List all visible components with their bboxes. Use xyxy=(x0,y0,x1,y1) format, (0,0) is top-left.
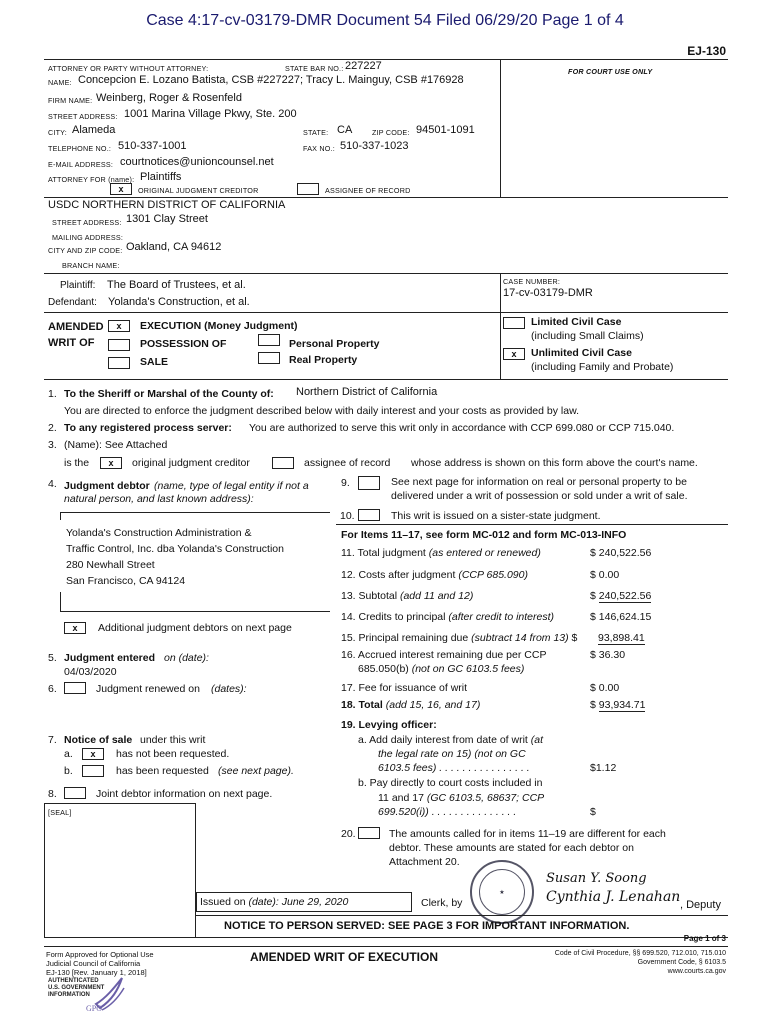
attorney-email: courtnotices@unioncounsel.net xyxy=(120,156,274,168)
attorney-city: Alameda xyxy=(72,124,116,136)
firm-name: Weinberg, Roger & Rosenfeld xyxy=(96,92,242,104)
court-street: 1301 Clay Street xyxy=(126,213,208,225)
form-number: EJ-130 xyxy=(687,44,726,58)
orig-creditor-checkbox[interactable]: x xyxy=(110,183,132,195)
item5-num: 5. xyxy=(48,652,57,664)
court-seal-icon: ★ xyxy=(470,860,534,924)
state-bar-no: 227227 xyxy=(345,60,382,72)
item4-sub2: natural person, and last known address): xyxy=(64,493,254,505)
notice-rule-top xyxy=(196,915,728,916)
item5-date: 04/03/2020 xyxy=(64,666,117,678)
court-street-label: STREET ADDRESS: xyxy=(52,218,122,227)
item4-num: 4. xyxy=(48,478,57,490)
item19a-line3: 6103.5 fees) . . . . . . . . . . . . . . . . xyxy=(378,762,530,774)
attorney-for: Plaintiffs xyxy=(140,171,182,183)
item7a-text: has not been requested. xyxy=(116,748,230,760)
parties-rule xyxy=(44,273,728,274)
item1-label: To the Sheriff or Marshal of the County of: xyxy=(64,388,274,400)
fax-label: FAX NO.: xyxy=(303,144,335,153)
plaintiff: The Board of Trustees, et al. xyxy=(107,279,246,291)
limited-case-label: Limited Civil Case xyxy=(531,316,622,328)
additional-debtors-checkbox[interactable]: x xyxy=(64,622,86,634)
item13-value: $ 240,522.56 xyxy=(590,590,652,602)
additional-debtors-label: Additional judgment debtors on next page xyxy=(98,622,292,634)
footer-left3: EJ-130 [Rev. January 1, 2018] xyxy=(46,968,147,977)
item7-num: 7. xyxy=(48,734,57,746)
debtor-line1: Yolanda's Construction Administration & xyxy=(66,527,252,539)
unlimited-case-sub: (including Family and Probate) xyxy=(531,361,674,373)
tel-label: TELEPHONE NO.: xyxy=(48,144,112,153)
issued-on: Issued on (date): June 29, 2020 xyxy=(200,896,349,908)
item7-label: Notice of sale xyxy=(64,734,133,746)
state-label: STATE: xyxy=(303,128,329,137)
item2-label: To any registered process server: xyxy=(64,422,232,434)
item20-line2: debtor. These amounts are stated for each debtor on xyxy=(389,842,634,854)
real-property-label: Real Property xyxy=(289,354,358,366)
item8-text: Joint debtor information on next page. xyxy=(96,788,273,800)
item3-whose: whose address is shown on this form above the court's name. xyxy=(411,457,698,469)
item3-text: (Name): See Attached xyxy=(64,439,168,451)
item19a-line2: the legal rate on 15) (not on GC xyxy=(378,748,526,760)
footer-right1: Code of Civil Procedure, §§ 699.520, 712.010, 715.010 xyxy=(554,950,726,957)
real-property-checkbox[interactable] xyxy=(258,352,280,364)
item13-label: 13. Subtotal (add 11 and 12) xyxy=(341,590,474,602)
unlimited-case-label: Unlimited Civil Case xyxy=(531,347,632,359)
defendant-label: Defendant: xyxy=(48,297,97,308)
unlimited-case-checkbox[interactable]: x xyxy=(503,348,525,360)
attorney-street: 1001 Marina Village Pkwy, Ste. 200 xyxy=(124,108,297,120)
case-number-label: CASE NUMBER: xyxy=(503,277,561,286)
possession-checkbox[interactable] xyxy=(108,339,130,351)
seal-label: [SEAL] xyxy=(48,808,72,817)
notice-rule-bottom xyxy=(44,937,728,938)
clerk-name: Susan Y. Soong xyxy=(546,871,647,886)
page-count: Page 1 of 3 xyxy=(683,934,726,943)
item16-label2: 685.050(b) (not on GC 6103.5 fees) xyxy=(358,663,525,675)
item1-num: 1. xyxy=(48,388,57,400)
footer-title: AMENDED WRIT OF EXECUTION xyxy=(250,950,438,964)
item8-num: 8. xyxy=(48,788,57,800)
attorney-tel: 510-337-1001 xyxy=(118,140,187,152)
item7b-checkbox[interactable] xyxy=(82,765,104,777)
attorney-state: CA xyxy=(337,124,353,136)
debtor-line4: San Francisco, CA 94124 xyxy=(66,575,186,587)
seal-box xyxy=(44,803,196,938)
possession-label: POSSESSION OF xyxy=(140,338,227,350)
personal-property-checkbox[interactable] xyxy=(258,334,280,346)
email-label: E-MAIL ADDRESS: xyxy=(48,160,114,169)
item20-line1: The amounts called for in items 11–19 are different for each xyxy=(389,828,666,840)
name-label: NAME: xyxy=(48,78,72,87)
item17-label: 17. Fee for issuance of writ xyxy=(341,682,468,694)
zip-label: ZIP CODE: xyxy=(372,128,410,137)
item4-sub1: (name, type of legal entity if not a xyxy=(154,480,309,492)
case-divider xyxy=(500,273,501,379)
assignee-checkbox[interactable] xyxy=(297,183,319,195)
item16-value: $ 36.30 xyxy=(590,649,626,661)
deputy-signature: Cynthia J. Lenahan xyxy=(546,889,681,905)
street-label: STREET ADDRESS: xyxy=(48,112,118,121)
limited-case-sub: (including Small Claims) xyxy=(531,330,644,342)
item3-assignee-label: assignee of record xyxy=(304,457,391,469)
item19b-line1: b. Pay directly to court costs included in xyxy=(358,777,543,789)
item9-checkbox[interactable] xyxy=(358,476,380,490)
item6-checkbox[interactable] xyxy=(64,682,86,694)
clerk-by: Clerk, by xyxy=(421,897,463,909)
sale-checkbox[interactable] xyxy=(108,357,130,369)
debtor-line3: 280 Newhall Street xyxy=(66,559,155,571)
notice-served: NOTICE TO PERSON SERVED: SEE PAGE 3 FOR IMPORTANT INFORMATION. xyxy=(224,920,630,932)
item2-num: 2. xyxy=(48,422,57,434)
case-header: Case 4:17-cv-03179-DMR Document 54 Filed 06/29/20 Page 1 of 4 xyxy=(146,12,624,29)
item9-line2: delivered under a writ of possession or sold under a writ of sale. xyxy=(391,490,688,502)
court-use-divider xyxy=(500,59,501,197)
item9-line1: See next page for information on real or personal property to be xyxy=(391,476,687,488)
writ-of-label: WRIT OF xyxy=(48,337,95,349)
item10-checkbox[interactable] xyxy=(358,509,380,521)
item15-value: 93,898.41 xyxy=(598,632,645,644)
item15-label: 15. Principal remaining due (subtract 14 from 13) $ xyxy=(341,632,578,644)
deputy-label: , Deputy xyxy=(680,899,721,911)
debtor-box-top xyxy=(60,512,330,520)
item11-value: $ 240,522.56 xyxy=(590,547,652,559)
item5-sub: on (date): xyxy=(164,652,209,664)
item7-sub: under this writ xyxy=(140,734,206,746)
item3-orig-label: original judgment creditor xyxy=(132,457,250,469)
item1-value: Northern District of California xyxy=(296,386,438,398)
item19b-line3: 699.520(i)) . . . . . . . . . . . . . . . xyxy=(378,806,517,818)
plaintiff-label: Plaintiff: xyxy=(60,280,96,291)
writ-rule xyxy=(44,312,728,313)
mailing-label: MAILING ADDRESS: xyxy=(52,233,124,242)
item17-value: $ 0.00 xyxy=(590,682,620,694)
item2-text: You are authorized to serve this writ only in accordance with CCP 699.080 or CCP 715.040. xyxy=(249,422,675,434)
item7b-text: has been requested xyxy=(116,765,209,777)
item19a-value: $1.12 xyxy=(590,762,617,774)
item7b-sub: (see next page). xyxy=(218,765,294,777)
attorney-zip: 94501-1091 xyxy=(416,124,475,136)
orig-creditor-label: ORIGINAL JUDGMENT CREDITOR xyxy=(138,186,259,195)
city-label: CITY: xyxy=(48,128,67,137)
item20-line3: Attachment 20. xyxy=(389,856,460,868)
gpo-line3: INFORMATION xyxy=(48,992,90,998)
item19a-line1: a. Add daily interest from date of writ (at xyxy=(358,734,544,746)
limited-case-checkbox[interactable] xyxy=(503,317,525,329)
court-rule xyxy=(44,197,728,198)
amended-label: AMENDED xyxy=(48,321,104,333)
footer-left1: Form Approved for Optional Use xyxy=(46,950,154,959)
attorney-fax: 510-337-1023 xyxy=(340,140,409,152)
sale-label: SALE xyxy=(140,356,169,368)
gpo-line2: U.S. GOVERNMENT xyxy=(48,985,105,991)
case-number: 17-cv-03179-DMR xyxy=(503,287,593,299)
item20-checkbox[interactable] xyxy=(358,827,380,839)
footer-right3: www.courts.ca.gov xyxy=(667,968,726,975)
assignee-label: ASSIGNEE OF RECORD xyxy=(325,186,411,195)
footer-right2: Government Code, § 6103.5 xyxy=(637,959,726,966)
item20-num: 20. xyxy=(341,828,356,840)
item19b-line2: 11 and 17 (GC 6103.5, 68637; CCP xyxy=(378,792,545,804)
item5-label: Judgment entered xyxy=(64,652,156,664)
item7b-letter: b. xyxy=(64,765,73,777)
debtor-box-bottom xyxy=(60,592,330,612)
for-items-header: For Items 11–17, see form MC-012 and form MC-013-INFO xyxy=(341,529,627,541)
item18-value: $ 93,934.71 xyxy=(590,699,646,711)
item3-orig-checkbox[interactable]: x xyxy=(100,457,122,469)
item19-label: 19. Levying officer: xyxy=(341,719,437,731)
item7a-letter: a. xyxy=(64,748,73,760)
item16-label: 16. Accrued interest remaining due per CCP xyxy=(341,649,547,661)
court-city-zip: Oakland, CA 94612 xyxy=(126,241,222,253)
body-rule xyxy=(44,379,728,380)
item14-label: 14. Credits to principal (after credit to interest) xyxy=(341,611,555,623)
item10-num: 10. xyxy=(340,510,355,522)
execution-label: EXECUTION (Money Judgment) xyxy=(140,320,298,332)
execution-checkbox[interactable]: x xyxy=(108,320,130,332)
gpo-line1: AUTHENTICATED xyxy=(48,978,99,984)
item3-is-the: is the xyxy=(64,457,90,469)
attorney-label: ATTORNEY OR PARTY WITHOUT ATTORNEY: xyxy=(48,64,209,73)
item11-label: 11. Total judgment (as entered or renewed) xyxy=(341,547,541,559)
state-bar-label: STATE BAR NO.: xyxy=(285,64,344,73)
item6-sub: (dates): xyxy=(211,683,247,695)
for-label: ATTORNEY FOR (name): xyxy=(48,175,135,184)
for-court-use: FOR COURT USE ONLY xyxy=(568,67,653,76)
item9-num: 9. xyxy=(341,477,350,489)
item12-label: 12. Costs after judgment (CCP 685.090) xyxy=(341,569,528,581)
branch-label: BRANCH NAME: xyxy=(62,261,120,270)
item3-assignee-checkbox[interactable] xyxy=(272,457,294,469)
item12-value: $ 0.00 xyxy=(590,569,620,581)
item4-label: Judgment debtor xyxy=(64,480,150,492)
item7a-checkbox[interactable]: x xyxy=(82,748,104,760)
item18-label: 18. Total (add 15, 16, and 17) xyxy=(341,699,481,711)
city-zip-label: CITY AND ZIP CODE: xyxy=(48,246,123,255)
item19b-value: $ xyxy=(590,806,596,818)
footer-rule xyxy=(44,946,728,947)
court-name: USDC NORTHERN DISTRICT OF CALIFORNIA xyxy=(48,199,286,211)
gpo-text: GPO xyxy=(86,1004,103,1013)
item3-num: 3. xyxy=(48,439,57,451)
item1-text: You are directed to enforce the judgment described below with daily interest and your costs as provided by law. xyxy=(64,405,579,417)
defendant: Yolanda's Construction, et al. xyxy=(108,296,250,308)
item14-value: $ 146,624.15 xyxy=(590,611,652,623)
firm-label: FIRM NAME: xyxy=(48,96,93,105)
top-rule xyxy=(44,59,728,60)
debtor-line2: Traffic Control, Inc. dba Yolanda's Construction xyxy=(66,543,284,555)
item8-checkbox[interactable] xyxy=(64,787,86,799)
item6-text: Judgment renewed on xyxy=(96,683,200,695)
attorney-name: Concepcion E. Lozano Batista, CSB #227227; Tracy L. Mainguy, CSB #176928 xyxy=(78,74,464,86)
footer-left2: Judicial Council of California xyxy=(46,959,141,968)
item10-text: This writ is issued on a sister-state judgment. xyxy=(391,510,601,522)
items-rule xyxy=(336,524,728,525)
item6-num: 6. xyxy=(48,683,57,695)
personal-property-label: Personal Property xyxy=(289,338,380,350)
